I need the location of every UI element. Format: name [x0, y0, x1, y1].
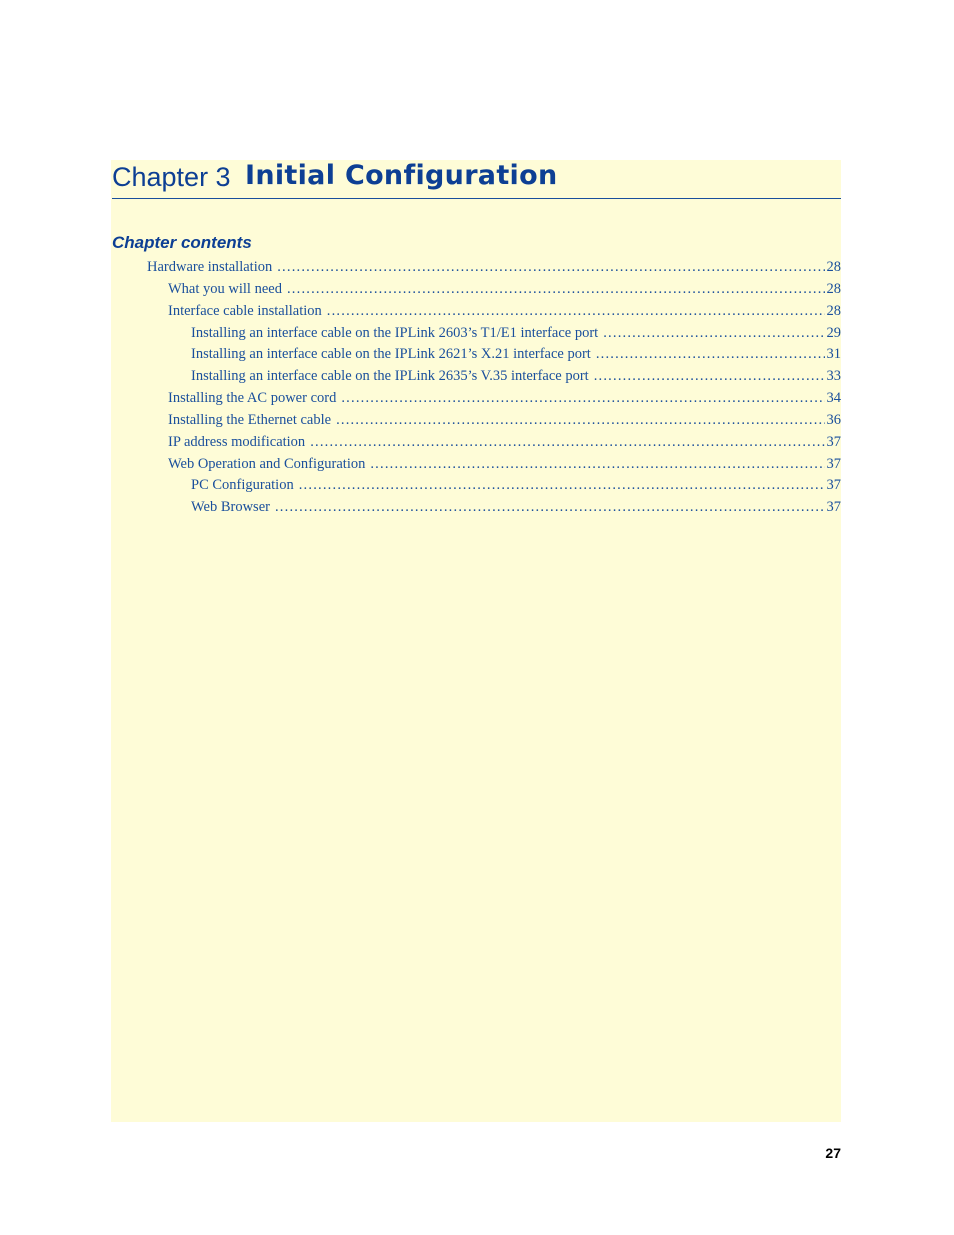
- toc-leader: [603, 325, 824, 342]
- toc-leader: [596, 346, 825, 363]
- toc-entry-iplink-2635[interactable]: [191, 368, 841, 388]
- toc-entry-ac-power-cord[interactable]: [168, 390, 841, 410]
- toc-entry-page: 37: [826, 477, 841, 493]
- toc-leader: [287, 281, 825, 298]
- toc-entry-label: What you will need: [168, 281, 282, 297]
- toc-entry-label: PC Configuration: [191, 477, 294, 493]
- toc-entry-iplink-2603[interactable]: [191, 325, 841, 345]
- toc-entry-label: Installing the AC power cord: [168, 390, 337, 406]
- toc-entry-web-operation[interactable]: [168, 456, 841, 476]
- toc-leader: [310, 434, 824, 451]
- toc-entry-ethernet-cable[interactable]: [168, 412, 841, 432]
- toc-entry-iplink-2621[interactable]: [191, 346, 841, 366]
- toc-entry-page: 28: [826, 281, 841, 297]
- toc-leader: [299, 477, 825, 494]
- toc-entry-page: 37: [826, 434, 841, 450]
- toc-entry-label: Installing an interface cable on the IPLink 2621’s X.21 interface port: [191, 346, 591, 362]
- chapter-name: Initial Configuration: [245, 160, 558, 191]
- toc-entry-hardware-installation[interactable]: [147, 259, 841, 279]
- toc-entry-interface-cable-installation[interactable]: [168, 303, 841, 323]
- toc-entry-pc-configuration[interactable]: [191, 477, 841, 497]
- toc-entry-label: Hardware installation: [147, 259, 273, 275]
- toc-entry-page: 28: [826, 303, 841, 319]
- toc-entry-label: IP address modification: [168, 434, 306, 450]
- toc-leader: [275, 499, 825, 516]
- toc-entry-label: Installing an interface cable on the IPLink 2635’s V.35 interface port: [191, 368, 589, 384]
- toc-leader: [327, 303, 825, 320]
- toc-entry-web-browser[interactable]: [191, 499, 841, 519]
- toc-leader: [594, 368, 825, 385]
- toc-entry-label: Web Browser: [191, 499, 270, 515]
- toc-entry-what-you-will-need[interactable]: [168, 281, 841, 301]
- toc-entry-page: 34: [826, 390, 841, 406]
- toc-entry-label: Web Operation and Configuration: [168, 456, 366, 472]
- toc-leader: [336, 412, 824, 429]
- toc-entry-page: 37: [826, 499, 841, 515]
- contents-heading: Chapter contents: [112, 233, 252, 252]
- toc-leader: [370, 456, 824, 473]
- toc-entry-label: Installing an interface cable on the IPLink 2603’s T1/E1 interface port: [191, 325, 599, 341]
- toc-leader: [277, 259, 824, 276]
- toc-entry-page: 33: [826, 368, 841, 384]
- toc-entry-page: 36: [826, 412, 841, 428]
- toc-leader: [341, 390, 824, 407]
- chapter-label: Chapter 3: [112, 162, 231, 192]
- toc-entry-page: 29: [826, 325, 841, 341]
- toc-entry-label: Interface cable installation: [168, 303, 322, 319]
- page-number: 27: [825, 1145, 841, 1161]
- toc-entry-ip-address-modification[interactable]: [168, 434, 841, 454]
- toc-entry-page: 28: [826, 259, 841, 275]
- toc-entry-label: Installing the Ethernet cable: [168, 412, 332, 428]
- chapter-title: [112, 158, 841, 199]
- toc-entry-page: 31: [826, 346, 841, 362]
- toc-entry-page: 37: [826, 456, 841, 472]
